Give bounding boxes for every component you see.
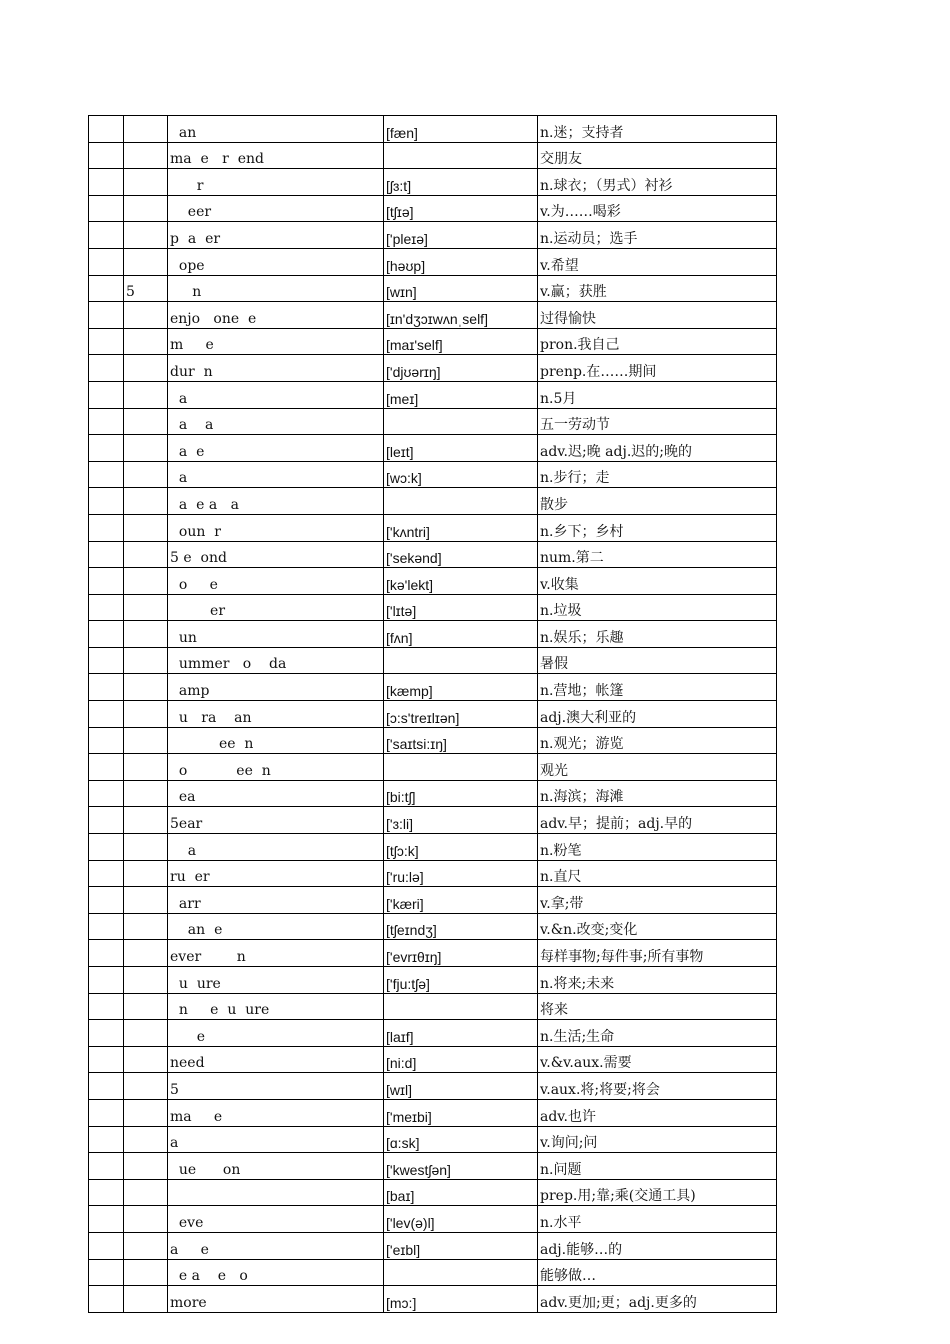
- row-spacer-cell: [89, 381, 124, 408]
- table-row: [89, 780, 777, 807]
- row-number-cell: [124, 169, 168, 196]
- phonetic-cell: ['kʌntri]: [384, 514, 538, 541]
- meaning-cell: v.为……喝彩: [538, 195, 777, 222]
- row-spacer-cell: [89, 860, 124, 887]
- meaning-cell: v.希望: [538, 248, 777, 275]
- word-cell: [168, 1179, 384, 1206]
- phonetic-cell: [laɪf]: [384, 1020, 538, 1047]
- table-row: [89, 913, 777, 940]
- row-spacer-cell: [89, 647, 124, 674]
- table-row: [89, 302, 777, 329]
- table-row: [89, 754, 777, 781]
- row-spacer-cell: [89, 674, 124, 701]
- table-row: [89, 142, 777, 169]
- word-cell: eve: [168, 1206, 384, 1233]
- table-row: [89, 248, 777, 275]
- row-spacer-cell: [89, 1046, 124, 1073]
- row-spacer-cell: [89, 887, 124, 914]
- word-cell: e: [168, 1020, 384, 1047]
- row-spacer-cell: [89, 248, 124, 275]
- table-row: [89, 993, 777, 1020]
- meaning-cell: adv.也许: [538, 1099, 777, 1126]
- meaning-cell: n.直尺: [538, 860, 777, 887]
- phonetic-cell: [kə'lekt]: [384, 568, 538, 595]
- phonetic-cell: [384, 488, 538, 515]
- meaning-cell: adj.澳大利亚的: [538, 701, 777, 728]
- row-spacer-cell: [89, 807, 124, 834]
- vocabulary-table: [88, 115, 777, 1313]
- row-spacer-cell: [89, 594, 124, 621]
- word-cell: an e: [168, 913, 384, 940]
- meaning-cell: v.拿;带: [538, 887, 777, 914]
- row-spacer-cell: [89, 1232, 124, 1259]
- row-spacer-cell: [89, 1179, 124, 1206]
- row-number-cell: [124, 355, 168, 382]
- row-number-cell: [124, 701, 168, 728]
- row-spacer-cell: [89, 275, 124, 302]
- table-row: [89, 1206, 777, 1233]
- word-cell: p a er: [168, 222, 384, 249]
- word-cell: a e: [168, 435, 384, 462]
- row-spacer-cell: [89, 461, 124, 488]
- meaning-cell: adj.能够…的: [538, 1232, 777, 1259]
- word-cell: ma e: [168, 1099, 384, 1126]
- word-cell: 5ear: [168, 807, 384, 834]
- table-row: [89, 1046, 777, 1073]
- row-number-cell: [124, 1153, 168, 1180]
- meaning-cell: n.娱乐；乐趣: [538, 621, 777, 648]
- word-cell: o e: [168, 568, 384, 595]
- table-row: [89, 1153, 777, 1180]
- phonetic-cell: [mɔ:]: [384, 1286, 538, 1313]
- table-row: [89, 1020, 777, 1047]
- phonetic-cell: [tʃeɪndʒ]: [384, 913, 538, 940]
- phonetic-cell: ['lɪtə]: [384, 594, 538, 621]
- phonetic-cell: [fæn]: [384, 116, 538, 143]
- word-cell: ever n: [168, 940, 384, 967]
- table-row: [89, 461, 777, 488]
- phonetic-cell: [384, 142, 538, 169]
- row-spacer-cell: [89, 142, 124, 169]
- row-number-cell: [124, 328, 168, 355]
- phonetic-cell: [baɪ]: [384, 1179, 538, 1206]
- meaning-cell: 五一劳动节: [538, 408, 777, 435]
- row-spacer-cell: [89, 116, 124, 143]
- table-row: [89, 435, 777, 462]
- phonetic-cell: [wɪn]: [384, 275, 538, 302]
- table-row: [89, 1259, 777, 1286]
- vocabulary-table-body: [89, 116, 777, 1313]
- row-number-cell: [124, 940, 168, 967]
- phonetic-cell: [384, 754, 538, 781]
- word-cell: r: [168, 169, 384, 196]
- meaning-cell: 每样事物;每件事;所有事物: [538, 940, 777, 967]
- phonetic-cell: ['saɪtsi:ɪŋ]: [384, 727, 538, 754]
- row-number-cell: [124, 408, 168, 435]
- table-row: [89, 807, 777, 834]
- table-row: [89, 1232, 777, 1259]
- meaning-cell: n.问题: [538, 1153, 777, 1180]
- phonetic-cell: [384, 1259, 538, 1286]
- row-spacer-cell: [89, 541, 124, 568]
- meaning-cell: adv.早；提前；adj.早的: [538, 807, 777, 834]
- row-number-cell: [124, 1099, 168, 1126]
- row-number-cell: [124, 541, 168, 568]
- row-number-cell: [124, 1286, 168, 1313]
- phonetic-cell: ['ru:lə]: [384, 860, 538, 887]
- meaning-cell: n.营地；帐篷: [538, 674, 777, 701]
- row-number-cell: [124, 993, 168, 1020]
- word-cell: a: [168, 461, 384, 488]
- row-number-cell: [124, 647, 168, 674]
- table-row: [89, 594, 777, 621]
- row-spacer-cell: [89, 568, 124, 595]
- word-cell: ru er: [168, 860, 384, 887]
- table-row: [89, 275, 777, 302]
- row-number-cell: [124, 780, 168, 807]
- row-number-cell: [124, 248, 168, 275]
- row-spacer-cell: [89, 302, 124, 329]
- phonetic-cell: [tʃɔ:k]: [384, 834, 538, 861]
- word-cell: un: [168, 621, 384, 648]
- row-number-cell: [124, 1232, 168, 1259]
- meaning-cell: n.将来;未来: [538, 967, 777, 994]
- phonetic-cell: [ʃɜ:t]: [384, 169, 538, 196]
- row-number-cell: [124, 754, 168, 781]
- meaning-cell: 能够做…: [538, 1259, 777, 1286]
- meaning-cell: 交朋友: [538, 142, 777, 169]
- row-spacer-cell: [89, 967, 124, 994]
- table-row: [89, 834, 777, 861]
- row-number-cell: [124, 381, 168, 408]
- meaning-cell: 暑假: [538, 647, 777, 674]
- table-row: [89, 887, 777, 914]
- row-number-cell: [124, 860, 168, 887]
- phonetic-cell: [maɪ'self]: [384, 328, 538, 355]
- row-number-cell: [124, 1259, 168, 1286]
- phonetic-cell: [ni:d]: [384, 1046, 538, 1073]
- meaning-cell: v.&v.aux.需要: [538, 1046, 777, 1073]
- table-row: [89, 381, 777, 408]
- meaning-cell: 散步: [538, 488, 777, 515]
- phonetic-cell: ['pleɪə]: [384, 222, 538, 249]
- word-cell: arr: [168, 887, 384, 914]
- phonetic-cell: ['eɪbl]: [384, 1232, 538, 1259]
- phonetic-cell: ['meɪbi]: [384, 1099, 538, 1126]
- word-cell: ummer o da: [168, 647, 384, 674]
- table-row: [89, 408, 777, 435]
- phonetic-cell: ['fju:tʃə]: [384, 967, 538, 994]
- phonetic-cell: [kæmp]: [384, 674, 538, 701]
- word-cell: e a e o: [168, 1259, 384, 1286]
- table-row: [89, 195, 777, 222]
- table-row: [89, 860, 777, 887]
- word-cell: u ra an: [168, 701, 384, 728]
- phonetic-cell: [ɔ:s'treɪlɪən]: [384, 701, 538, 728]
- row-number-cell: [124, 302, 168, 329]
- table-row: [89, 169, 777, 196]
- row-number-cell: [124, 1046, 168, 1073]
- meaning-cell: 过得愉快: [538, 302, 777, 329]
- table-row: [89, 222, 777, 249]
- table-row: [89, 355, 777, 382]
- word-cell: a e: [168, 1232, 384, 1259]
- row-number-cell: [124, 1126, 168, 1153]
- word-cell: need: [168, 1046, 384, 1073]
- phonetic-cell: [meɪ]: [384, 381, 538, 408]
- meaning-cell: n.球衣；（男式）衬衫: [538, 169, 777, 196]
- meaning-cell: v.aux.将;将要;将会: [538, 1073, 777, 1100]
- table-row: [89, 116, 777, 143]
- meaning-cell: v.询问;问: [538, 1126, 777, 1153]
- row-number-cell: [124, 727, 168, 754]
- phonetic-cell: [wɪl]: [384, 1073, 538, 1100]
- word-cell: ue on: [168, 1153, 384, 1180]
- table-row: [89, 541, 777, 568]
- row-spacer-cell: [89, 514, 124, 541]
- table-row: [89, 514, 777, 541]
- meaning-cell: n.粉笔: [538, 834, 777, 861]
- phonetic-cell: [wɔ:k]: [384, 461, 538, 488]
- row-spacer-cell: [89, 993, 124, 1020]
- row-number-cell: [124, 807, 168, 834]
- phonetic-cell: [384, 408, 538, 435]
- table-row: [89, 674, 777, 701]
- table-row: [89, 1286, 777, 1313]
- table-row: [89, 940, 777, 967]
- word-cell: er: [168, 594, 384, 621]
- row-spacer-cell: [89, 701, 124, 728]
- phonetic-cell: [ɪn'dʒɔɪwʌnˌself]: [384, 302, 538, 329]
- word-cell: eer: [168, 195, 384, 222]
- row-number-cell: [124, 461, 168, 488]
- row-number-cell: [124, 1020, 168, 1047]
- table-row: [89, 647, 777, 674]
- table-row: [89, 621, 777, 648]
- word-cell: more: [168, 1286, 384, 1313]
- word-cell: n e u ure: [168, 993, 384, 1020]
- word-cell: an: [168, 116, 384, 143]
- meaning-cell: pron.我自己: [538, 328, 777, 355]
- row-spacer-cell: [89, 1126, 124, 1153]
- meaning-cell: n.海滨；海滩: [538, 780, 777, 807]
- meaning-cell: 观光: [538, 754, 777, 781]
- phonetic-cell: [384, 647, 538, 674]
- row-spacer-cell: [89, 1099, 124, 1126]
- meaning-cell: n.观光；游览: [538, 727, 777, 754]
- row-spacer-cell: [89, 913, 124, 940]
- word-cell: ee n: [168, 727, 384, 754]
- row-spacer-cell: [89, 408, 124, 435]
- phonetic-cell: ['ɜ:li]: [384, 807, 538, 834]
- meaning-cell: prenp.在……期间: [538, 355, 777, 382]
- row-number-cell: [124, 1206, 168, 1233]
- row-number-cell: [124, 435, 168, 462]
- word-cell: ea: [168, 780, 384, 807]
- table-row: [89, 1073, 777, 1100]
- word-cell: 5 e ond: [168, 541, 384, 568]
- row-number-cell: [124, 1073, 168, 1100]
- word-cell: a a: [168, 408, 384, 435]
- word-cell: amp: [168, 674, 384, 701]
- phonetic-cell: [tʃɪə]: [384, 195, 538, 222]
- row-spacer-cell: [89, 727, 124, 754]
- meaning-cell: v.&n.改变;变化: [538, 913, 777, 940]
- row-spacer-cell: [89, 1206, 124, 1233]
- phonetic-cell: [ɑ:sk]: [384, 1126, 538, 1153]
- row-number-cell: [124, 222, 168, 249]
- meaning-cell: n.垃圾: [538, 594, 777, 621]
- row-number-cell: [124, 142, 168, 169]
- row-spacer-cell: [89, 940, 124, 967]
- phonetic-cell: ['evrɪθɪŋ]: [384, 940, 538, 967]
- word-cell: dur n: [168, 355, 384, 382]
- row-spacer-cell: [89, 1153, 124, 1180]
- phonetic-cell: ['lev(ə)l]: [384, 1206, 538, 1233]
- table-row: [89, 967, 777, 994]
- meaning-cell: n.迷；支持者: [538, 116, 777, 143]
- row-number-cell: [124, 1179, 168, 1206]
- row-spacer-cell: [89, 780, 124, 807]
- row-spacer-cell: [89, 1073, 124, 1100]
- row-number-cell: [124, 195, 168, 222]
- phonetic-cell: [həʊp]: [384, 248, 538, 275]
- table-row: [89, 568, 777, 595]
- table-row: [89, 328, 777, 355]
- row-number-cell: [124, 514, 168, 541]
- row-number-cell: 5: [124, 275, 168, 302]
- row-number-cell: [124, 913, 168, 940]
- meaning-cell: n.生活;生命: [538, 1020, 777, 1047]
- row-number-cell: [124, 594, 168, 621]
- meaning-cell: n.运动员；选手: [538, 222, 777, 249]
- row-number-cell: [124, 488, 168, 515]
- row-number-cell: [124, 967, 168, 994]
- table-row: [89, 701, 777, 728]
- word-cell: a: [168, 834, 384, 861]
- meaning-cell: prep.用;靠;乘(交通工具): [538, 1179, 777, 1206]
- meaning-cell: num.第二: [538, 541, 777, 568]
- row-spacer-cell: [89, 834, 124, 861]
- word-cell: n: [168, 275, 384, 302]
- word-cell: ma e r end: [168, 142, 384, 169]
- row-spacer-cell: [89, 488, 124, 515]
- word-cell: u ure: [168, 967, 384, 994]
- meaning-cell: v.收集: [538, 568, 777, 595]
- meaning-cell: n.水平: [538, 1206, 777, 1233]
- table-row: [89, 727, 777, 754]
- meaning-cell: v.赢；获胜: [538, 275, 777, 302]
- phonetic-cell: ['sekənd]: [384, 541, 538, 568]
- phonetic-cell: [bi:tʃ]: [384, 780, 538, 807]
- meaning-cell: adv.迟;晚 adj.迟的;晚的: [538, 435, 777, 462]
- row-spacer-cell: [89, 621, 124, 648]
- row-spacer-cell: [89, 328, 124, 355]
- row-number-cell: [124, 887, 168, 914]
- table-row: [89, 1099, 777, 1126]
- meaning-cell: 将来: [538, 993, 777, 1020]
- phonetic-cell: [fʌn]: [384, 621, 538, 648]
- phonetic-cell: [384, 993, 538, 1020]
- meaning-cell: n.步行；走: [538, 461, 777, 488]
- phonetic-cell: [leɪt]: [384, 435, 538, 462]
- table-row: [89, 1179, 777, 1206]
- phonetic-cell: ['djʊərɪŋ]: [384, 355, 538, 382]
- row-spacer-cell: [89, 195, 124, 222]
- row-number-cell: [124, 116, 168, 143]
- table-row: [89, 1126, 777, 1153]
- word-cell: o ee n: [168, 754, 384, 781]
- row-spacer-cell: [89, 1020, 124, 1047]
- word-cell: oun r: [168, 514, 384, 541]
- row-spacer-cell: [89, 1286, 124, 1313]
- row-number-cell: [124, 674, 168, 701]
- word-cell: 5: [168, 1073, 384, 1100]
- row-number-cell: [124, 621, 168, 648]
- phonetic-cell: ['kwestʃən]: [384, 1153, 538, 1180]
- word-cell: enjo one e: [168, 302, 384, 329]
- row-spacer-cell: [89, 169, 124, 196]
- row-spacer-cell: [89, 355, 124, 382]
- row-spacer-cell: [89, 435, 124, 462]
- word-cell: ope: [168, 248, 384, 275]
- word-cell: m e: [168, 328, 384, 355]
- table-row: [89, 488, 777, 515]
- row-spacer-cell: [89, 754, 124, 781]
- row-spacer-cell: [89, 222, 124, 249]
- meaning-cell: adv.更加;更；adj.更多的: [538, 1286, 777, 1313]
- word-cell: a: [168, 1126, 384, 1153]
- word-cell: a: [168, 381, 384, 408]
- word-cell: a e a a: [168, 488, 384, 515]
- meaning-cell: n.5月: [538, 381, 777, 408]
- row-number-cell: [124, 834, 168, 861]
- meaning-cell: n.乡下；乡村: [538, 514, 777, 541]
- row-number-cell: [124, 568, 168, 595]
- row-spacer-cell: [89, 1259, 124, 1286]
- phonetic-cell: ['kæri]: [384, 887, 538, 914]
